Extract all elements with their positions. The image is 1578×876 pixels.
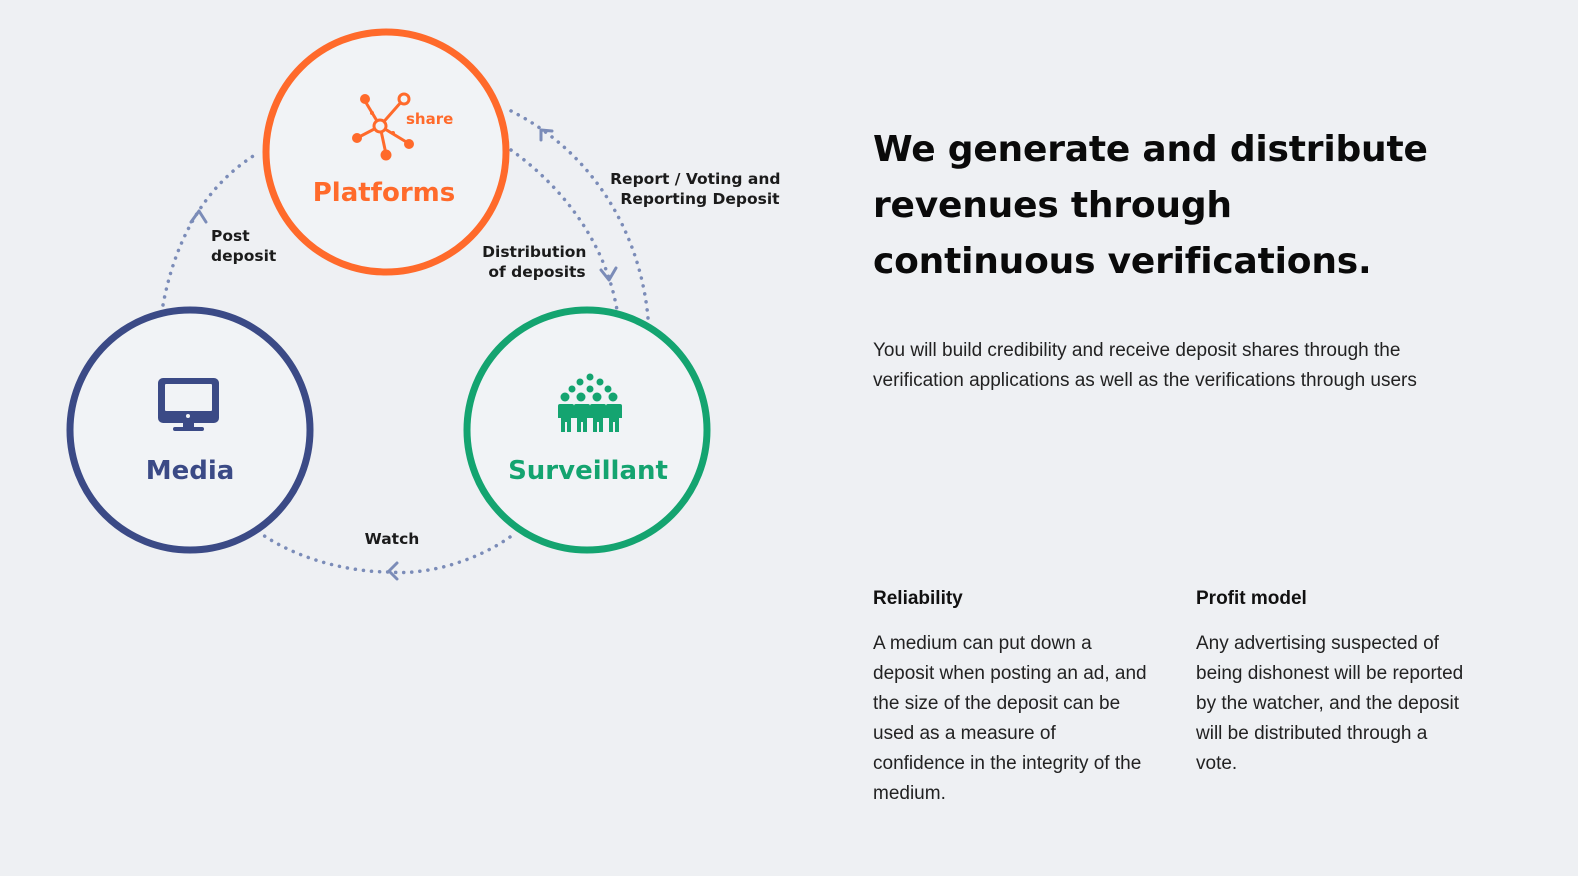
headline-line: revenues through — [873, 185, 1232, 226]
feature-line: deposit when posting an ad, and — [873, 663, 1147, 684]
post-deposit-label: Post deposit — [211, 227, 277, 265]
intro-line: verification applications as well as the verifications through users — [873, 370, 1417, 391]
feature-title: Profit model — [1196, 588, 1307, 609]
platforms-label: Platforms — [312, 178, 456, 208]
distribution-arrowhead — [601, 268, 616, 280]
feature-title: Reliability — [873, 588, 963, 609]
feature-line: medium. — [873, 783, 946, 804]
verification-cycle-diagram — [0, 0, 800, 620]
surveillant-label: Surveillant — [508, 456, 668, 486]
feature-line: used as a measure of — [873, 723, 1056, 744]
feature-line: the size of the deposit can be — [873, 693, 1121, 714]
share-icon-label: share — [406, 110, 454, 128]
intro-text — [873, 336, 1513, 396]
feature-line: A medium can put down a — [873, 633, 1092, 654]
feature-line: vote. — [1196, 753, 1238, 774]
feature-profit-model — [1196, 585, 1519, 809]
post-deposit-arrowhead — [191, 211, 206, 222]
media-node — [70, 310, 310, 550]
watch-label: Watch — [364, 530, 420, 548]
distribution-arrow — [511, 150, 617, 310]
report-voting-arrowhead — [541, 130, 552, 140]
feature-line: being dishonest will be reported — [1196, 663, 1464, 684]
platforms-node — [266, 32, 506, 272]
headline-line: We generate and distribute — [873, 129, 1428, 170]
content-column — [873, 122, 1513, 396]
media-label: Media — [145, 456, 235, 486]
feature-line: confidence in the integrity of the — [873, 753, 1142, 774]
feature-line: will be distributed through a — [1196, 723, 1428, 744]
feature-body — [873, 629, 1196, 809]
headline-line: continuous verifications. — [873, 241, 1372, 282]
report-voting-label: Report / Voting and Reporting Deposit — [610, 170, 781, 208]
feature-body — [1196, 629, 1519, 779]
surveillant-node — [467, 310, 707, 550]
report-voting-arrow — [505, 108, 648, 318]
intro-line: You will build credibility and receive deposit shares through the — [873, 340, 1401, 361]
features-row — [873, 585, 1519, 809]
distribution-label: Distribution of deposits — [482, 243, 587, 281]
feature-line: Any advertising suspected of — [1196, 633, 1439, 654]
feature-line: by the watcher, and the deposit — [1196, 693, 1460, 714]
headline — [873, 122, 1513, 290]
feature-reliability — [873, 585, 1196, 809]
